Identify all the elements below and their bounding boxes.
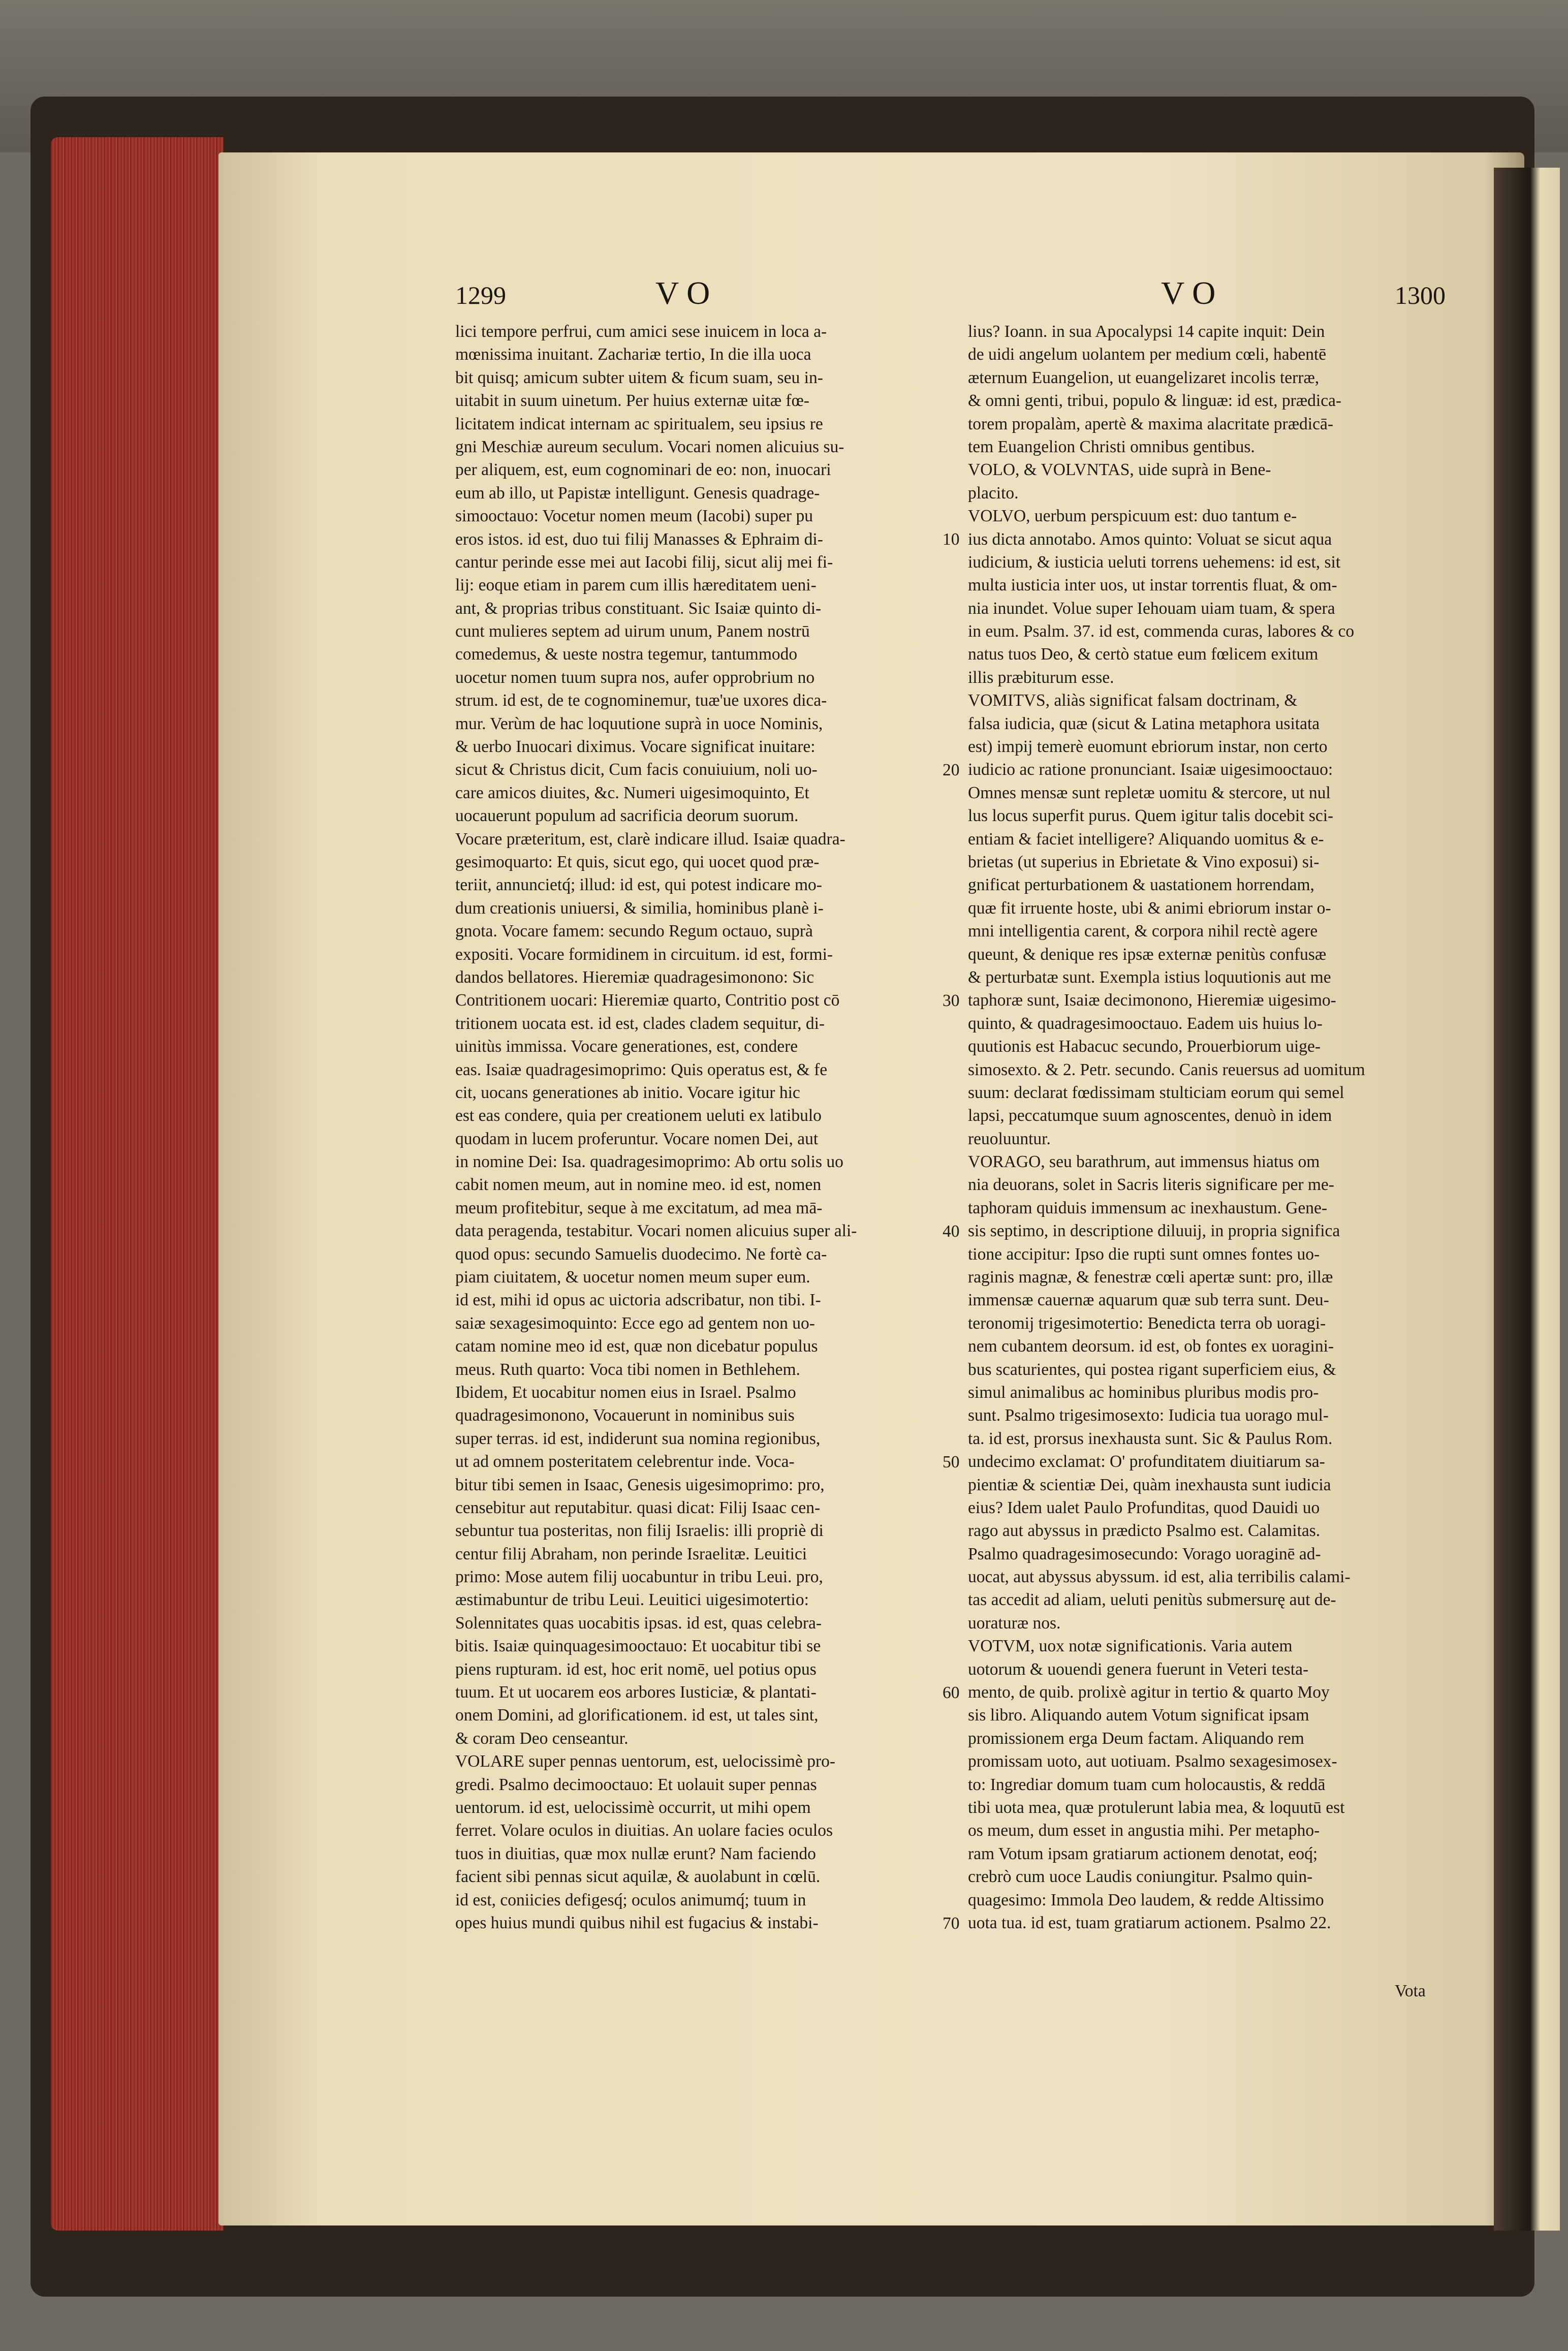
- text-line: de uidi angelum uolantem per medium cœli, habentē: [968, 345, 1327, 364]
- text-line: reuoluuntur.: [968, 1129, 1051, 1148]
- text-line: Ibidem, Et uocabitur nomen eius in Israel. Psalmo: [455, 1383, 796, 1402]
- left-page-number: 1299: [455, 281, 506, 309]
- text-line: dandos bellatores. Hieremiæ quadragesimonono: Sic: [455, 967, 814, 987]
- text-line: catam nomine meo id est, quæ non dicebatur populus: [455, 1337, 818, 1356]
- text-line: queunt, & denique res ipsæ externæ penitùs confusæ: [968, 945, 1327, 964]
- text-line: promissam uoto, aut uotiuam. Psalmo sexagesimosex-: [968, 1752, 1337, 1771]
- text-line: undecimo exclamat: O' profunditatem diuitiarum sa-: [968, 1452, 1325, 1471]
- text-line: expositi. Vocare formidinem in circuitum. id est, formi-: [455, 945, 833, 964]
- text-line: centur filij Abraham, non perinde Israelitæ. Leuitici: [455, 1544, 807, 1563]
- text-line: ferret. Volare oculos in diuitias. An uolare facies oculos: [455, 1821, 833, 1840]
- text-line: uentorum. id est, uelocissimè occurrit, ut mihi opem: [455, 1798, 811, 1817]
- page-edge: [51, 137, 224, 2231]
- text-line: quagesimo: Immola Deo laudem, & redde Altissimo: [968, 1890, 1324, 1909]
- right-running-head: V O: [1161, 275, 1216, 311]
- text-line: os meum, dum esset in angustia mihi. Per metapho-: [968, 1821, 1320, 1840]
- text-line: falsa iudicia, quæ (sicut & Latina metaphora usitata: [968, 714, 1320, 733]
- text-line: ta. id est, prorsus inexhausta sunt. Sic & Paulus Rom.: [968, 1429, 1333, 1448]
- text-line: æternum Euangelion, ut euangelizaret incolis terræ,: [968, 368, 1320, 387]
- text-line: tibi uota mea, quæ protulerunt labia mea, & loquutū est: [968, 1798, 1345, 1817]
- text-line: cit, uocans generationes ab initio. Vocare igitur hic: [455, 1083, 800, 1102]
- margin-line-number: 20: [943, 760, 960, 779]
- text-line: comedemus, & ueste nostra tegemur, tantummodo: [455, 645, 798, 664]
- text-line: tuum. Et ut uocarem eos arbores Iusticiæ, & plantati-: [455, 1683, 817, 1702]
- book-gutter: [1494, 168, 1560, 2231]
- text-line: sis septimo, in descriptione diluuij, in propria significa: [968, 1221, 1340, 1241]
- text-line: cantur perinde esse mei aut Iacobi filij, sicut alij mei fi-: [455, 552, 833, 572]
- text-line: gnota. Vocare famem: secundo Regum octauo, suprà: [455, 922, 813, 941]
- text-line: opes huius mundi quibus nihil est fugacius & instabi-: [455, 1913, 819, 1932]
- text-line: in eum. Psalm. 37. id est, commenda curas, labores & co: [968, 622, 1355, 641]
- text-line: data peragenda, testabitur. Vocari nomen alicuius super ali-: [455, 1221, 857, 1241]
- text-line: pientiæ & scientiæ Dei, quàm inexhausta sunt iudicia: [968, 1475, 1331, 1494]
- text-line: gesimoquarto: Et quis, sicut ego, qui uocet quod præ-: [455, 852, 820, 871]
- text-line: uoraturæ nos.: [968, 1613, 1061, 1633]
- text-line: sunt. Psalmo trigesimosexto: Iudicia tua uorago mul-: [968, 1406, 1329, 1425]
- text-line: VOLVO, uerbum perspicuum est: duo tantum e-: [968, 507, 1297, 526]
- text-line: meum profitebitur, seque à me excitatum, ad mea mā-: [455, 1198, 823, 1217]
- text-line: immensæ cauernæ aquarum quæ sub terra sunt. Deu-: [968, 1291, 1329, 1310]
- text-line: mni intelligentia carent, & corpora nihil rectè agere: [968, 922, 1318, 941]
- text-line: rago aut abyssus in prædicto Psalmo est. Calamitas.: [968, 1521, 1321, 1541]
- text-line: VOLARE super pennas uentorum, est, uelocissimè pro-: [455, 1752, 836, 1771]
- text-line: uotorum & uouendi genera fuerunt in Veteri testa-: [968, 1659, 1309, 1679]
- text-line: cunt mulieres septem ad uirum unum, Panem nostrū: [455, 622, 810, 641]
- text-line: tuos in diuitias, quæ mox nullæ erunt? Nam faciendo: [455, 1844, 816, 1863]
- text-line: nia inundet. Volue super Iehouam uiam tuam, & spera: [968, 599, 1335, 618]
- text-line: tas accedit ad aliam, ueluti penitùs submersurę aut de-: [968, 1590, 1336, 1610]
- text-line: teriit, annuncietq́; illud: id est, qui potest indicare mo-: [455, 875, 822, 895]
- text-line: ant, & proprias tribus constituant. Sic Isaiæ quinto di-: [455, 599, 822, 618]
- text-line: bitis. Isaiæ quinquagesimooctauo: Et uocabitur tibi se: [455, 1637, 821, 1656]
- text-line: sicut & Christus dicit, Cum facis conuiuium, noli uo-: [455, 760, 818, 779]
- text-line: æstimabuntur de tribu Leui. Leuitici uigesimotertio:: [455, 1590, 809, 1610]
- text-line: quadragesimonono, Vocauerunt in nominibus suis: [455, 1406, 795, 1425]
- text-line: meus. Ruth quarto: Voca tibi nomen in Bethlehem.: [455, 1360, 800, 1379]
- text-line: in nomine Dei: Isa. quadragesimoprimo: Ab ortu solis uo: [455, 1152, 843, 1172]
- text-line: uocat, aut abyssus abyssum. id est, alia terribilis calami-: [968, 1568, 1351, 1587]
- text-line: torem propalàm, apertè & maxima alacritate prædicā-: [968, 414, 1333, 433]
- text-line: ut ad omnem posteritatem celebrentur inde. Voca-: [455, 1452, 795, 1471]
- text-line: & omni genti, tribui, populo & linguæ: id est, prædica-: [968, 391, 1342, 411]
- text-line: dum creationis uniuersi, & similia, hominibus planè i-: [455, 898, 824, 918]
- text-line: quodam in lucem proferuntur. Vocare nomen Dei, aut: [455, 1129, 819, 1148]
- margin-line-number: 40: [943, 1221, 960, 1241]
- text-line: eas. Isaiæ quadragesimoprimo: Quis operatus est, & fe: [455, 1060, 828, 1079]
- text-line: eros istos. id est, duo tui filij Manasses & Ephraim di-: [455, 529, 823, 549]
- text-line: taphoram quiduis immensum ac inexhaustum. Gene-: [968, 1198, 1328, 1217]
- margin-line-number: 10: [943, 529, 960, 549]
- text-line: mento, de quib. prolixè agitur in tertio & quarto Moy: [968, 1683, 1330, 1702]
- text-line: lius? Ioann. in sua Apocalypsi 14 capite inquit: Dein: [968, 322, 1325, 341]
- text-line: primo: Mose autem filij uocabuntur in tribu Leui. pro,: [455, 1568, 823, 1587]
- text-line: iudicio ac ratione pronunciant. Isaiæ uigesimooctauo:: [968, 760, 1333, 779]
- text-line: tem Euangelion Christi omnibus gentibus.: [968, 437, 1255, 456]
- text-line: care amicos diuites, &c. Numeri uigesimoquinto, Et: [455, 783, 809, 802]
- text-line: gnificat perturbationem & uastationem horrendam,: [968, 875, 1314, 895]
- text-line: uota tua. id est, tuam gratiarum actionem. Psalmo 22.: [968, 1913, 1331, 1932]
- text-line: simosexto. & 2. Petr. secundo. Canis reuersus ad uomitum: [968, 1060, 1365, 1079]
- right-text-column: [968, 320, 1476, 1934]
- text-line: multa iusticia inter uos, ut instar torrentis fluat, & om-: [968, 576, 1337, 595]
- right-page-number: 1300: [1395, 281, 1446, 309]
- text-line: piam ciuitatem, & uocetur nomen meum super eum.: [455, 1268, 810, 1287]
- text-line: saiæ sexagesimoquinto: Ecce ego ad gentem non uo-: [455, 1313, 815, 1333]
- text-line: quutionis est Habacuc secundo, Prouerbiorum uige-: [968, 1037, 1321, 1056]
- text-line: taphoræ sunt, Isaiæ decimonono, Hieremiæ uigesimo-: [968, 991, 1336, 1010]
- text-line: per aliquem, est, eum cognominari de eo: non, inuocari: [455, 460, 831, 480]
- text-line: nia deuorans, solet in Sacris literis significare per me-: [968, 1175, 1334, 1195]
- text-line: bus scaturientes, qui postea rigant superficiem eius, &: [968, 1360, 1336, 1379]
- text-line: illis præbiturum esse.: [968, 668, 1114, 687]
- left-text-column: [455, 320, 963, 1934]
- left-running-head: V O: [655, 275, 710, 311]
- margin-line-number: 50: [943, 1452, 960, 1471]
- text-line: & perturbatæ sunt. Exempla istius loquutionis aut me: [968, 967, 1331, 987]
- text-line: VOMITVS, aliàs significat falsam doctrinam, &: [968, 691, 1298, 710]
- text-line: entiam & faciet intelligere? Aliquando uomitus & e-: [968, 829, 1324, 849]
- text-line: licitatem indicat internam ac spiritualem, seu ipsius re: [455, 414, 823, 433]
- text-line: simooctauo: Vocetur nomen meum (Iacobi) super pu: [455, 507, 813, 526]
- text-line: mœnissima inuitant. Zachariæ tertio, In die illa uoca: [455, 345, 811, 364]
- text-line: VOTVM, uox notæ significationis. Varia autem: [968, 1637, 1293, 1656]
- text-line: Vocare præteritum, est, clarè indicare illud. Isaiæ quadra-: [455, 829, 845, 849]
- text-line: simul animalibus ac hominibus pluribus modis pro-: [968, 1383, 1319, 1402]
- text-line: lij: eoque etiam in parem cum illis hæreditatem ueni-: [455, 576, 817, 595]
- text-line: uinitùs immissa. Vocare generationes, est, condere: [455, 1037, 798, 1056]
- text-line: uocetur nomen tuum supra nos, aufer opprobrium no: [455, 668, 815, 687]
- text-line: to: Ingrediar domum tuam cum holocaustis, & reddā: [968, 1775, 1326, 1794]
- text-line: est) impij temerè euomunt ebriorum instar, non certo: [968, 737, 1328, 757]
- margin-line-number: 60: [943, 1683, 960, 1702]
- text-line: Contritionem uocari: Hieremiæ quarto, Contritio post cō: [455, 991, 840, 1010]
- text-line: tritionem uocata est. id est, clades cladem sequitur, di-: [455, 1014, 825, 1033]
- text-line: uocauerunt populum ad sacrificia deorum suorum.: [455, 806, 799, 826]
- text-line: promissionem erga Deum factam. Aliquando rem: [968, 1729, 1304, 1748]
- text-line: lici tempore perfrui, cum amici sese inuicem in loca a-: [455, 322, 827, 341]
- text-line: & coram Deo censeantur.: [455, 1729, 629, 1748]
- text-line: sis libro. Aliquando autem Votum significat ipsam: [968, 1706, 1309, 1725]
- text-line: Omnes mensæ sunt repletæ uomitu & stercore, ut nul: [968, 783, 1331, 802]
- text-line: id est, mihi id opus ac uictoria adscribatur, non tibi. I-: [455, 1291, 821, 1310]
- text-line: super terras. id est, indiderunt sua nomina regionibus,: [455, 1429, 821, 1448]
- text-line: quæ fit irruente hoste, ubi & animi ebriorum instar o-: [968, 898, 1331, 918]
- text-line: lus locus superfit purus. Quem igitur talis docebit sci-: [968, 806, 1334, 826]
- text-line: facient sibi pennas sicut aquilæ, & auolabunt in cœlū.: [455, 1867, 821, 1887]
- margin-line-number: 70: [943, 1914, 960, 1933]
- text-line: quod opus: secundo Samuelis duodecimo. Ne fortè ca-: [455, 1244, 827, 1264]
- text-line: piens rupturam. id est, hoc erit nomē, uel potius opus: [455, 1659, 817, 1679]
- text-line: tione accipitur: Ipso die rupti sunt omnes fontes uo-: [968, 1244, 1320, 1264]
- text-line: ius dicta annotabo. Amos quinto: Voluat se sicut aqua: [968, 529, 1332, 549]
- catchword: Vota: [1395, 1982, 1426, 2000]
- text-line: teronomij trigesimotertio: Benedicta terra ob uoragi-: [968, 1313, 1326, 1333]
- text-line: sebuntur tua posteritas, non filij Israelis: illi propriè di: [455, 1521, 824, 1541]
- text-line: eum ab illo, ut Papistæ intelligunt. Genesis quadrage-: [455, 483, 820, 503]
- text-line: bitur tibi semen in Isaac, Genesis uigesimoprimo: pro,: [455, 1475, 825, 1494]
- text-line: Solennitates quas uocabitis ipsas. id est, quas celebra-: [455, 1613, 822, 1633]
- text-line: mur. Verùm de hac loquutione suprà in uoce Nominis,: [455, 714, 823, 733]
- text-line: est eas condere, quia per creationem ueluti ex latibulo: [455, 1106, 822, 1125]
- text-line: gredi. Psalmo decimooctauo: Et uolauit super pennas: [455, 1775, 817, 1794]
- text-line: VOLO, & VOLVNTAS, uide suprà in Bene-: [968, 460, 1271, 480]
- text-line: uitabit in suum uinetum. Per huius externæ uitæ fœ-: [455, 391, 809, 411]
- text-line: crebrò cum uoce Laudis coniungitur. Psalmo quin-: [968, 1867, 1313, 1887]
- text-line: eius? Idem ualet Paulo Profunditas, quod Dauidi uo: [968, 1498, 1320, 1517]
- text-line: ram Votum ipsam gratiarum actionem denotat, eoq́;: [968, 1844, 1318, 1863]
- text-line: iudicium, & iusticia ueluti torrens uehemens: id est, sit: [968, 552, 1341, 572]
- text-line: placito.: [968, 483, 1019, 503]
- text-line: quinto, & quadragesimooctauo. Eadem uis huius lo-: [968, 1014, 1323, 1033]
- text-line: suum: declarat fœdissimam stulticiam eorum qui semel: [968, 1083, 1344, 1102]
- text-line: id est, coniicies defigesq́; oculos animumq́; tuum in: [455, 1890, 806, 1909]
- margin-line-number: 30: [943, 991, 960, 1010]
- text-line: gni Meschiæ aureum seculum. Vocari nomen alicuius su-: [455, 437, 844, 456]
- text-line: cabit nomen meum, aut in nomine meo. id est, nomen: [455, 1175, 822, 1195]
- text-line: raginis magnæ, & fenestræ cœli apertæ sunt: pro, illæ: [968, 1268, 1333, 1287]
- text-line: lapsi, peccatumque suum agnoscentes, denuò in idem: [968, 1106, 1332, 1125]
- text-line: VORAGO, seu barathrum, aut immensus hiatus om: [968, 1152, 1320, 1172]
- text-line: nem cubantem deorsum. id est, ob fontes ex uoragini-: [968, 1337, 1334, 1356]
- text-line: strum. id est, de te cognominemur, tuæ'ue uxores dica-: [455, 691, 827, 710]
- text-line: brietas (ut superius in Ebrietate & Vino exposui) si-: [968, 852, 1320, 871]
- text-line: onem Domini, ad glorificationem. id est, ut tales sint,: [455, 1706, 819, 1725]
- text-line: & uerbo Inuocari diximus. Vocare significat inuitare:: [455, 737, 816, 757]
- text-line: censebitur aut reputabitur. quasi dicat: Filij Isaac cen-: [455, 1498, 821, 1517]
- text-line: natus tuos Deo, & certò statue eum fœlicem exitum: [968, 645, 1319, 664]
- text-line: bit quisq; amicum subter uitem & ficum suam, seu in-: [455, 368, 823, 387]
- text-line: Psalmo quadragesimosecundo: Vorago uoraginē ad-: [968, 1544, 1321, 1563]
